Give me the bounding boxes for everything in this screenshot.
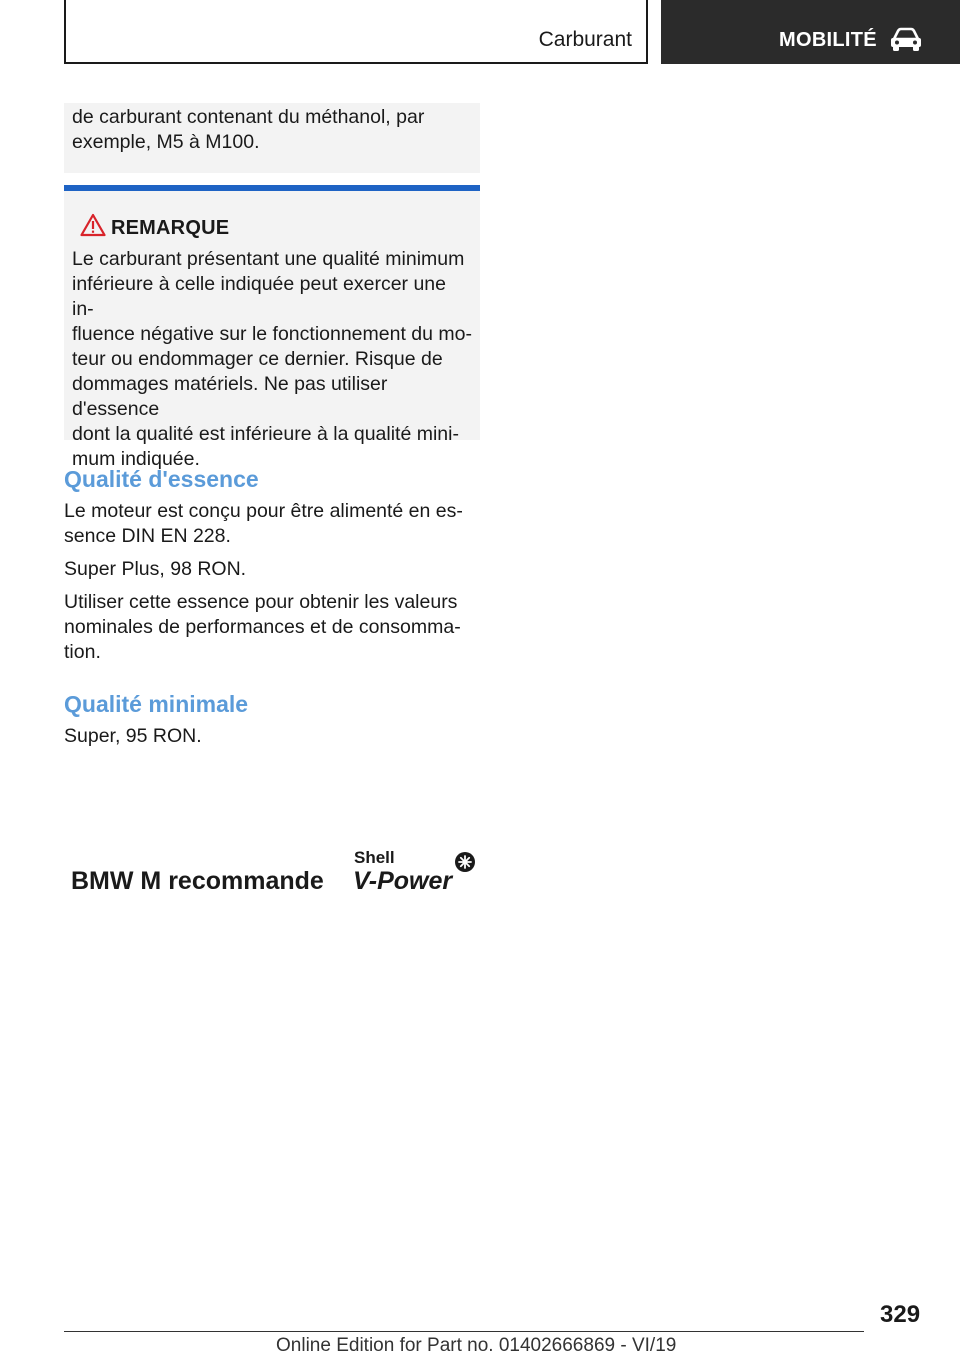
text-line: Le moteur est conçu pour être alimenté en es- <box>64 500 463 522</box>
note-line: teur ou endommager ce dernier. Risque de <box>72 348 443 370</box>
vpower-text: V-Power <box>353 867 453 895</box>
warning-icon <box>80 213 106 237</box>
footer-divider <box>64 1331 864 1332</box>
fuel-quality-heading: Qualité d'essence <box>64 466 259 492</box>
note-body <box>72 247 472 472</box>
fuel-quality-para-2: Super Plus, 98 RON. <box>64 558 247 580</box>
note-line: inférieure à celle indiquée peut exercer une in- <box>72 273 446 320</box>
section-min-quality <box>64 691 480 749</box>
page-number: 329 <box>880 1301 921 1328</box>
bmw-recommends-text: BMW M recommande <box>71 867 324 895</box>
fuel-quality-para-1 <box>64 499 480 549</box>
min-quality-heading: Qualité minimale <box>64 691 249 717</box>
note-title-row <box>72 213 472 243</box>
intro-line-2: exemple, M5 à M100. <box>72 131 260 153</box>
section-fuel-quality <box>64 466 480 665</box>
min-quality-para: Super, 95 RON. <box>64 725 202 747</box>
section-title: Carburant <box>538 28 632 51</box>
note-title: REMARQUE <box>111 217 230 239</box>
note-line: fluence négative sur le fonctionnement du mo- <box>72 323 472 345</box>
note-line: Le carburant présentant une qualité minimum <box>72 248 465 270</box>
shell-text: Shell <box>354 848 395 867</box>
text-line: tion. <box>64 641 101 663</box>
car-icon <box>889 27 923 53</box>
intro-line-1: de carburant contenant du méthanol, par <box>72 106 425 128</box>
chapter-title: MOBILITÉ <box>779 29 877 51</box>
note-box <box>64 185 480 470</box>
note-line: mum indiquée. <box>72 448 200 470</box>
header-chapter-box <box>661 0 960 64</box>
intro-box <box>64 103 480 173</box>
bmw-shell-logo <box>64 845 484 901</box>
header-section-box <box>64 0 648 64</box>
text-line: sence DIN EN 228. <box>64 525 231 547</box>
text-line: nominales de performances et de consomma- <box>64 616 461 638</box>
text-line: Utiliser cette essence pour obtenir les valeurs <box>64 591 458 613</box>
note-line: dont la qualité est inférieure à la qualité mini- <box>72 423 459 445</box>
note-line: dommages matériels. Ne pas utiliser d'essence <box>72 373 388 420</box>
shell-star-icon <box>454 851 476 873</box>
fuel-quality-para-3 <box>64 590 480 665</box>
footer-edition: Online Edition for Part no. 01402666869 - VI/19 <box>276 1335 677 1356</box>
